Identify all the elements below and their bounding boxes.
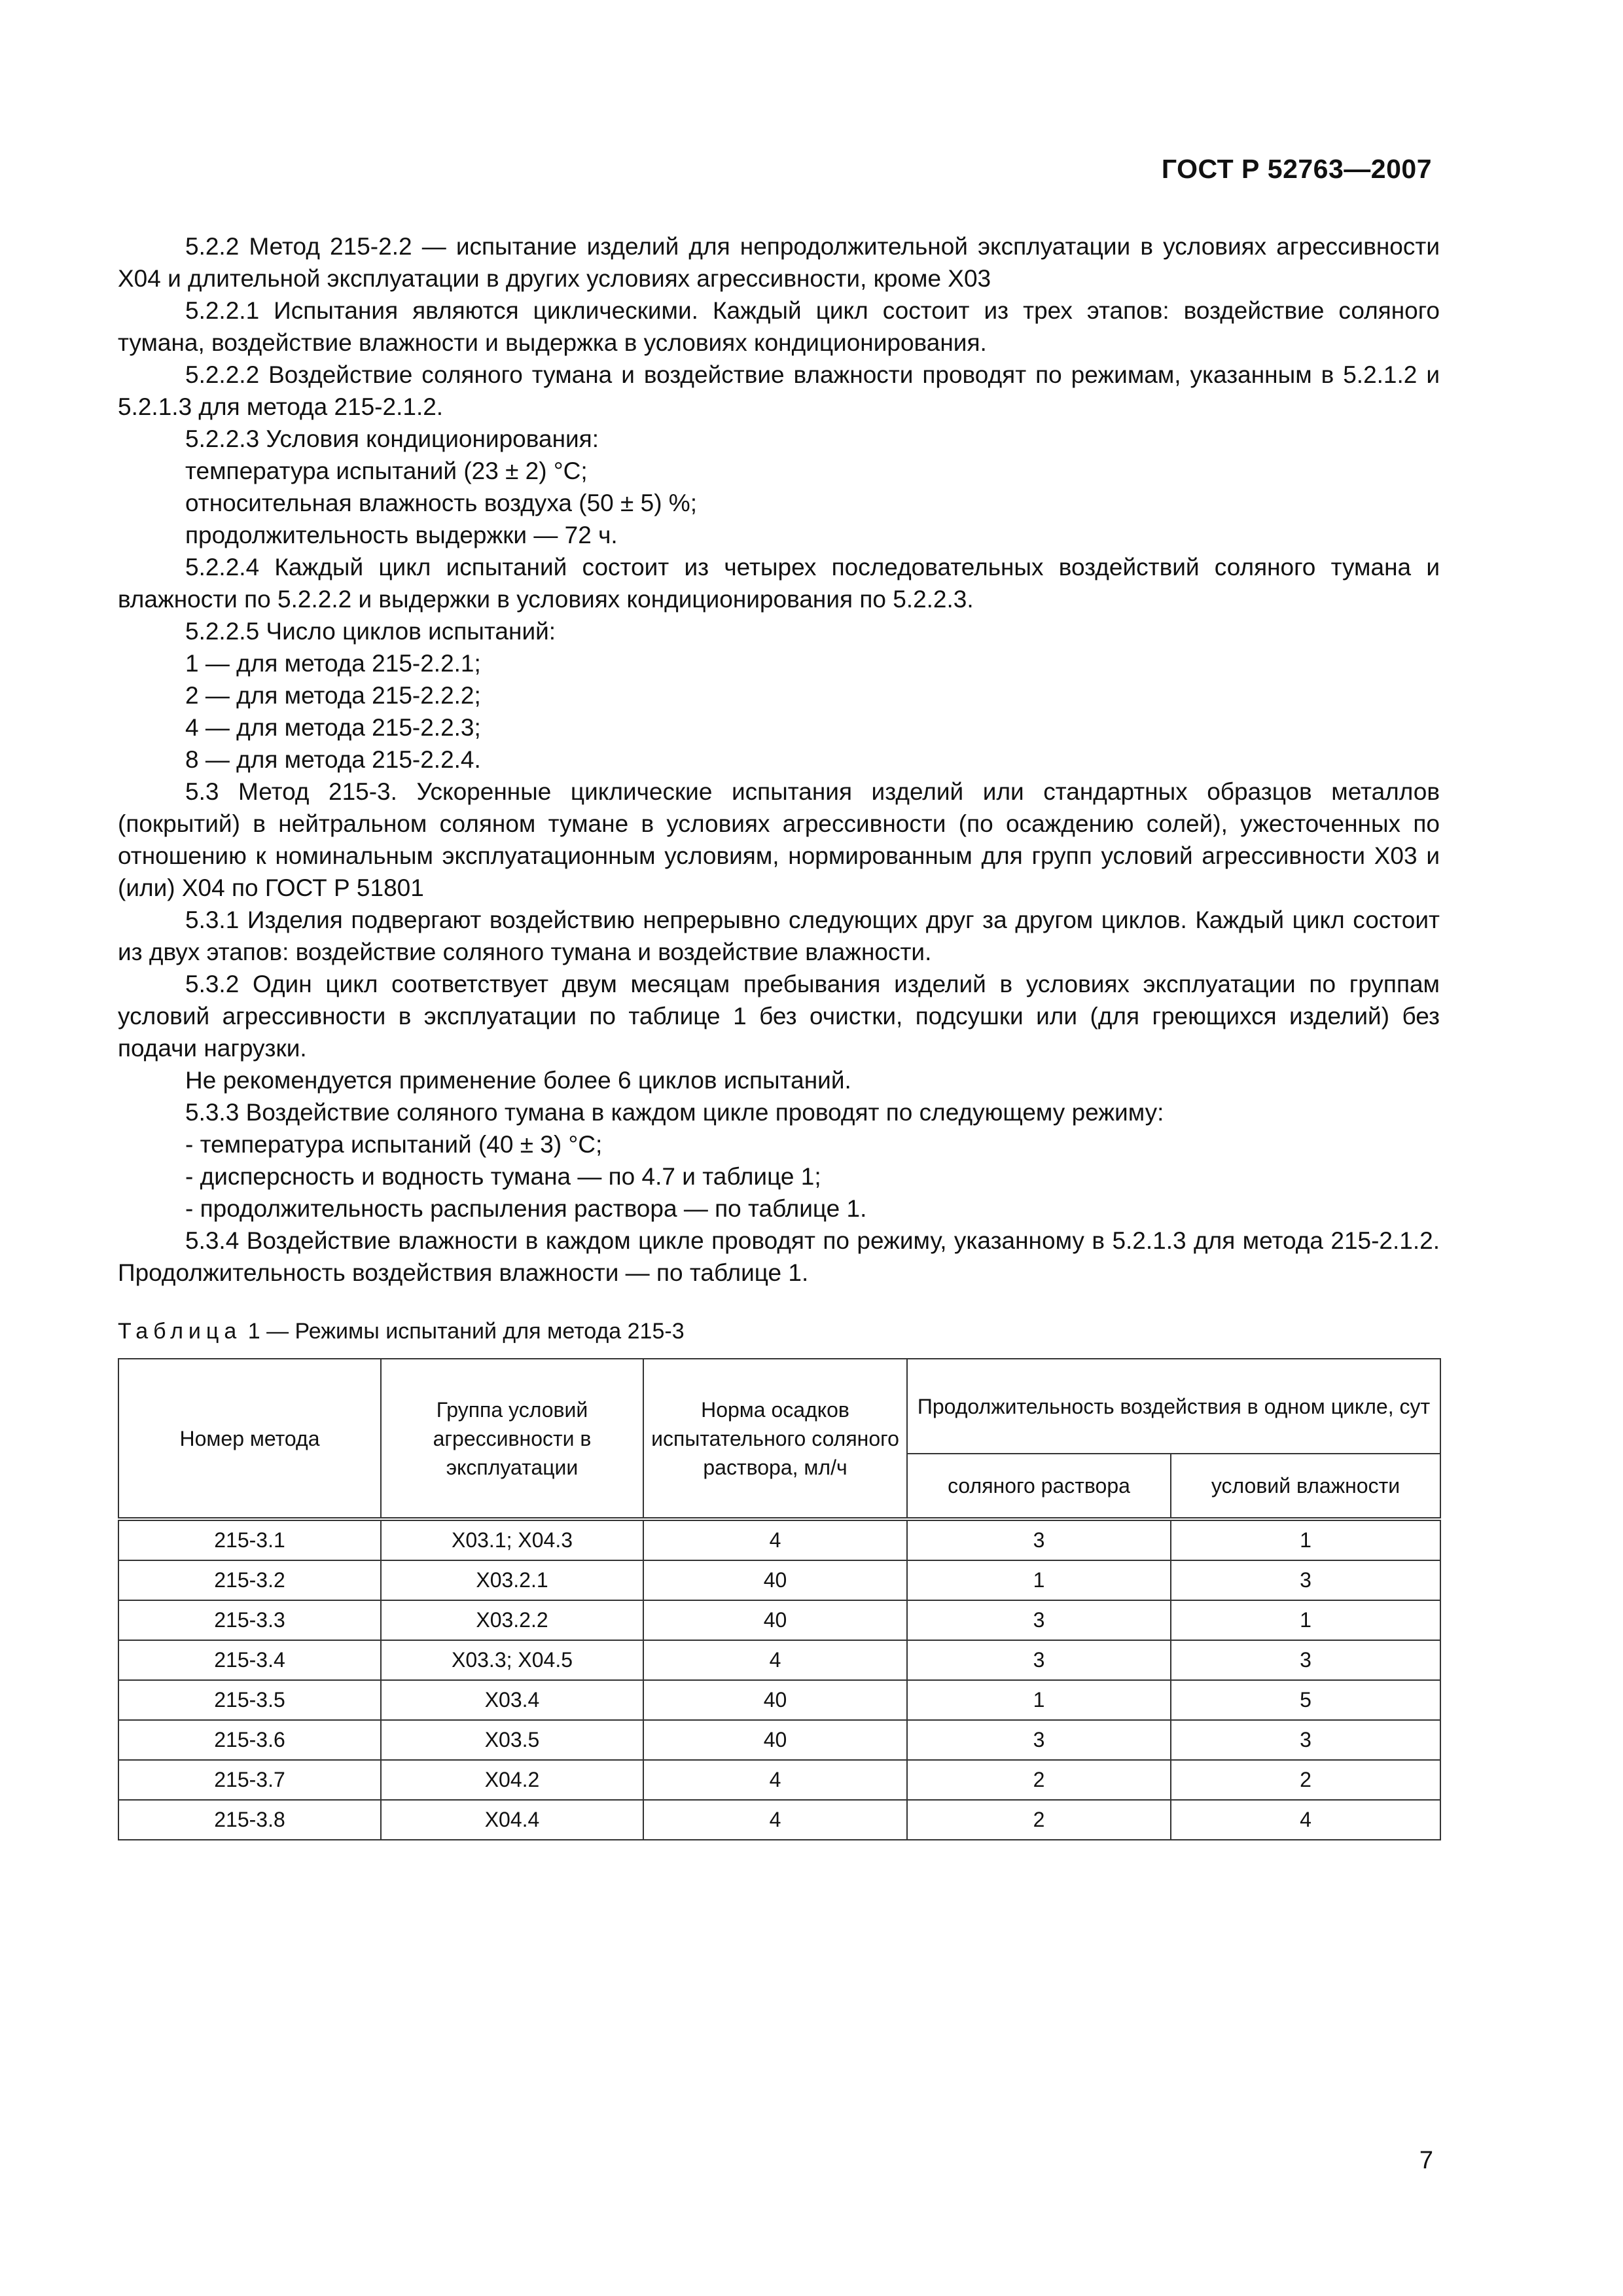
test-modes-table [118,1358,1441,1840]
cell-group: Х03.4 [381,1680,643,1720]
header-duration: Продолжительность воздействия в одном цикле, сут [907,1359,1440,1454]
cell-group: Х03.2.2 [381,1600,643,1640]
cell-humidity: 1 [1171,1600,1440,1640]
table-row [118,1720,1440,1760]
cell-humidity: 5 [1171,1680,1440,1720]
cell-group: Х04.2 [381,1760,643,1800]
cell-salt: 3 [907,1600,1171,1640]
mode-temperature: - температура испытаний (40 ± 3) °С; [185,1131,603,1158]
table-row [118,1640,1440,1680]
cycles-method-3: 4 — для метода 215-2.2.3; [185,714,481,741]
recommendation-note: Не рекомендуется применение более 6 циклов испытаний. [185,1067,851,1094]
cell-method: 215-3.3 [118,1600,381,1640]
cell-group: Х03.5 [381,1720,643,1760]
paragraph-5-2-2-4: 5.2.2.4 Каждый цикл испытаний состоит из четырех последовательных воздействий соляного тумана и влажности по 5.2.2.2 и выдержки в условиях кондиционирования по 5.2.2.3. [118,554,1440,613]
cell-method: 215-3.7 [118,1760,381,1800]
cell-salt: 3 [907,1720,1171,1760]
table-header [118,1359,1440,1519]
cell-norm: 40 [643,1600,907,1640]
paragraph-5-2-2: 5.2.2 Метод 215-2.2 — испытание изделий для непродолжительной эксплуатации в условиях агрессивности Х04 и длительной эксплуатации в других условиях агрессивности, кроме Х03 [118,233,1440,292]
paragraph-5-2-2-5: 5.2.2.5 Число циклов испытаний: [185,618,556,645]
document-standard-id: ГОСТ Р 52763—2007 [1161,154,1432,184]
cell-humidity: 2 [1171,1760,1440,1800]
table-row [118,1560,1440,1600]
paragraph-5-2-2-1: 5.2.2.1 Испытания являются циклическими. Каждый цикл состоит из трех этапов: воздействие соляного тумана, воздействие влажности и выдержка в условиях кондиционирования. [118,297,1440,356]
header-method: Номер метода [118,1359,381,1519]
cell-humidity: 3 [1171,1720,1440,1760]
paragraph-5-3-1: 5.3.1 Изделия подвергают воздействию непрерывно следующих друг за другом циклов. Каждый цикл состоит из двух этапов: воздействие соляного тумана и воздействие влажности. [118,906,1440,965]
paragraph-5-3-2: 5.3.2 Один цикл соответствует двум месяцам пребывания изделий в условиях эксплуатации по группам условий агрессивности в эксплуатации по таблице 1 без очистки, подсушки или (для греющихся изделий) без подачи нагрузки. [118,971,1440,1062]
cell-norm: 4 [643,1800,907,1840]
cycles-method-4: 8 — для метода 215-2.2.4. [185,746,481,773]
cell-humidity: 4 [1171,1800,1440,1840]
cell-norm: 40 [643,1720,907,1760]
table-caption-word: Таблица [118,1319,242,1344]
cell-method: 215-3.8 [118,1800,381,1840]
cell-humidity: 3 [1171,1640,1440,1680]
header-humidity-conditions: условий влажности [1171,1454,1440,1519]
cell-method: 215-3.4 [118,1640,381,1680]
paragraph-5-2-2-2: 5.2.2.2 Воздействие соляного тумана и воздействие влажности проводят по режимам, указанным в 5.2.1.2 и 5.2.1.3 для метода 215-2.1.2. [118,361,1440,420]
paragraph-5-3: 5.3 Метод 215-3. Ускоренные циклические испытания изделий или стандартных образцов металлов (покрытий) в нейтральном соляном тумане в условиях агрессивности (по осаждению солей), ужесточенных по отношению к номинальным эксплуатационным условиям, нормированным для групп условий агрессивности Х03 и (или) Х04 по ГОСТ Р 51801 [118,778,1440,901]
cell-group: Х03.3; Х04.5 [381,1640,643,1680]
cycles-method-1: 1 — для метода 215-2.2.1; [185,650,481,677]
table-caption [118,1319,685,1344]
mode-dispersion: - дисперсность и водность тумана — по 4.7 и таблице 1; [185,1163,821,1190]
cell-salt: 2 [907,1800,1171,1840]
cell-norm: 4 [643,1760,907,1800]
cell-norm: 4 [643,1519,907,1560]
paragraph-5-3-4: 5.3.4 Воздействие влажности в каждом цикле проводят по режиму, указанному в 5.2.1.3 для метода 215-2.1.2. Продолжительность воздействия влажности — по таблице 1. [118,1227,1440,1286]
cell-method: 215-3.5 [118,1680,381,1720]
table-row [118,1680,1440,1720]
conditioning-duration: продолжительность выдержки — 72 ч. [185,522,618,548]
header-group: Группа условий агрессивности в эксплуатации [381,1359,643,1519]
cell-method: 215-3.2 [118,1560,381,1600]
cell-method: 215-3.1 [118,1519,381,1560]
table-caption-title: 1 — Режимы испытаний для метода 215-3 [241,1319,685,1344]
table-row [118,1519,1440,1560]
cell-method: 215-3.6 [118,1720,381,1760]
cell-humidity: 3 [1171,1560,1440,1600]
cell-norm: 4 [643,1640,907,1680]
header-norm: Норма осадков испытательного соляного раствора, мл/ч [643,1359,907,1519]
cell-norm: 40 [643,1680,907,1720]
paragraph-5-2-2-3: 5.2.2.3 Условия кондиционирования: [185,425,599,452]
cell-salt: 1 [907,1560,1171,1600]
cell-norm: 40 [643,1560,907,1600]
cell-salt: 3 [907,1519,1171,1560]
table-row [118,1600,1440,1640]
table-row [118,1800,1440,1840]
cell-group: Х04.4 [381,1800,643,1840]
mode-spray-duration: - продолжительность распыления раствора — по таблице 1. [185,1195,867,1222]
conditioning-humidity: относительная влажность воздуха (50 ± 5) %; [185,490,697,516]
cell-salt: 3 [907,1640,1171,1680]
body-text [118,230,1440,1289]
cycles-method-2: 2 — для метода 215-2.2.2; [185,682,481,709]
cell-salt: 2 [907,1760,1171,1800]
conditioning-temperature: температура испытаний (23 ± 2) °С; [185,457,588,484]
page-number: 7 [1419,2147,1433,2174]
table-body [118,1519,1440,1840]
header-salt-solution: соляного раствора [907,1454,1171,1519]
cell-salt: 1 [907,1680,1171,1720]
cell-group: Х03.2.1 [381,1560,643,1600]
table-row [118,1760,1440,1800]
paragraph-5-3-3: 5.3.3 Воздействие соляного тумана в каждом цикле проводят по следующему режиму: [185,1099,1164,1126]
cell-humidity: 1 [1171,1519,1440,1560]
cell-group: Х03.1; Х04.3 [381,1519,643,1560]
